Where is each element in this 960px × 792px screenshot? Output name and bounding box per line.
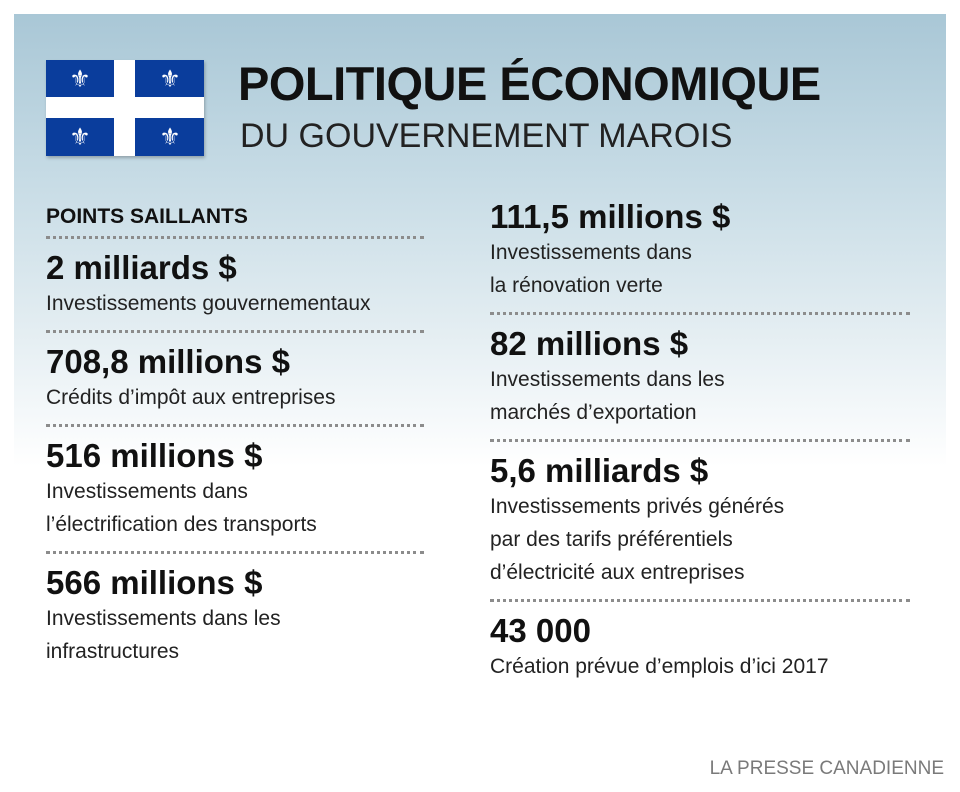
highlight-item	[490, 442, 910, 599]
highlight-amount: 708,8 millions $	[46, 343, 290, 380]
highlight-amount: 5,6 milliards $	[490, 452, 709, 489]
right-column	[490, 198, 910, 693]
highlight-description: Investissements dans les marchés d’exportation	[490, 368, 725, 424]
highlight-description: Investissements gouvernementaux	[46, 292, 371, 315]
section-heading: POINTS SAILLANTS	[46, 205, 248, 228]
highlight-item	[490, 198, 910, 312]
fleur-de-lis-icon: ⚜	[69, 123, 91, 151]
highlight-description: Investissements dans la rénovation verte	[490, 241, 692, 297]
highlight-description: Création prévue d’emplois d’ici 2017	[490, 655, 829, 678]
highlight-description: Investissements privés générés par des tarifs préférentiels d’électricité aux entreprises	[490, 495, 785, 584]
highlight-description: Investissements dans les infrastructures	[46, 607, 281, 663]
highlight-item	[490, 315, 910, 439]
highlight-description: Crédits d’impôt aux entreprises	[46, 386, 336, 409]
highlight-description: Investissements dans l’électrification des transports	[46, 480, 317, 536]
fleur-de-lis-icon: ⚜	[69, 65, 91, 93]
source-credit: LA PRESSE CANADIENNE	[709, 758, 944, 779]
highlight-item	[490, 602, 910, 693]
highlight-amount: 2 milliards $	[46, 249, 237, 286]
quebec-flag	[46, 60, 204, 156]
highlight-amount: 82 millions $	[490, 325, 689, 362]
highlight-amount: 43 000	[490, 612, 591, 649]
highlight-item	[46, 427, 424, 551]
left-column	[46, 200, 424, 678]
page-title: POLITIQUE ÉCONOMIQUE	[238, 57, 821, 110]
page-subtitle: DU GOUVERNEMENT MAROIS	[240, 117, 733, 155]
highlight-amount: 516 millions $	[46, 437, 263, 474]
highlight-item	[46, 239, 424, 330]
fleur-de-lis-icon: ⚜	[159, 123, 181, 151]
highlight-amount: 111,5 millions $	[490, 198, 731, 235]
flag-cross-vertical	[114, 60, 135, 156]
highlight-item	[46, 554, 424, 678]
highlight-item	[46, 333, 424, 424]
fleur-de-lis-icon: ⚜	[159, 65, 181, 93]
highlight-amount: 566 millions $	[46, 564, 263, 601]
